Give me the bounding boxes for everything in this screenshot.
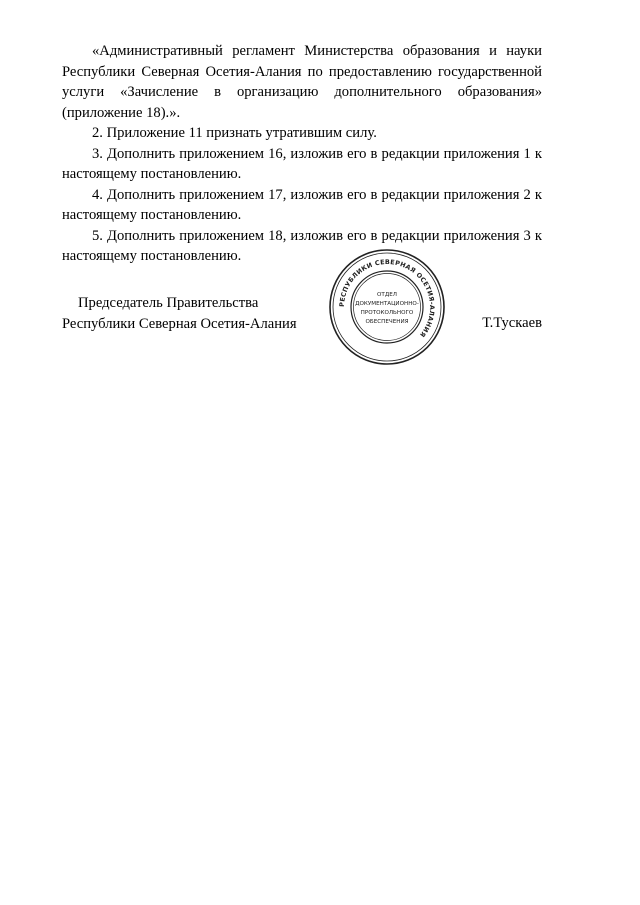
paragraph-item-4: 4. Дополнить приложением 17, изложив его в редакции приложения 2 к настоящему постановлению. (62, 186, 542, 223)
seal-center-line-3: ПРОТОКОЛЬНОГО (360, 310, 414, 316)
seal-center-line-2: ДОКУМЕНТАЦИОННО- (355, 301, 419, 307)
signer-position (62, 293, 297, 334)
seal-center-line-1: ОТДЕЛ (377, 292, 397, 298)
signer-name: Т.Тускаев (482, 315, 542, 331)
document-body (62, 41, 542, 267)
paragraph-item-3: 3. Дополнить приложением 16, изложив его в редакции приложения 1 к настоящему постановлению. (62, 145, 542, 182)
paragraph-item-5: 5. Дополнить приложением 18, изложив его в редакции приложения 3 к настоящему постановлению. (62, 227, 542, 264)
seal-outer-text: РЕСПУБЛИКИ СЕВЕРНАЯ ОСЕТИЯ-АЛАНИЯ (337, 257, 437, 339)
seal-center-line-4: ОБЕСПЕЧЕНИЯ (365, 319, 409, 325)
official-seal-stamp (328, 248, 446, 366)
paragraph-item-2: 2. Приложение 11 признать утратившим силу. (92, 125, 377, 141)
signer-position-line2: Республики Северная Осетия-Алания (62, 315, 297, 332)
signer-position-line1: Председатель Правительства (78, 295, 259, 311)
paragraph-regulation-title: «Административный регламент Министерства образования и науки Республики Северная Осетия-Алания по предоставлению государственной услуги «Зачисление в организацию дополнительного образования» (приложение 18).». (62, 43, 542, 121)
signature-block (62, 293, 542, 333)
